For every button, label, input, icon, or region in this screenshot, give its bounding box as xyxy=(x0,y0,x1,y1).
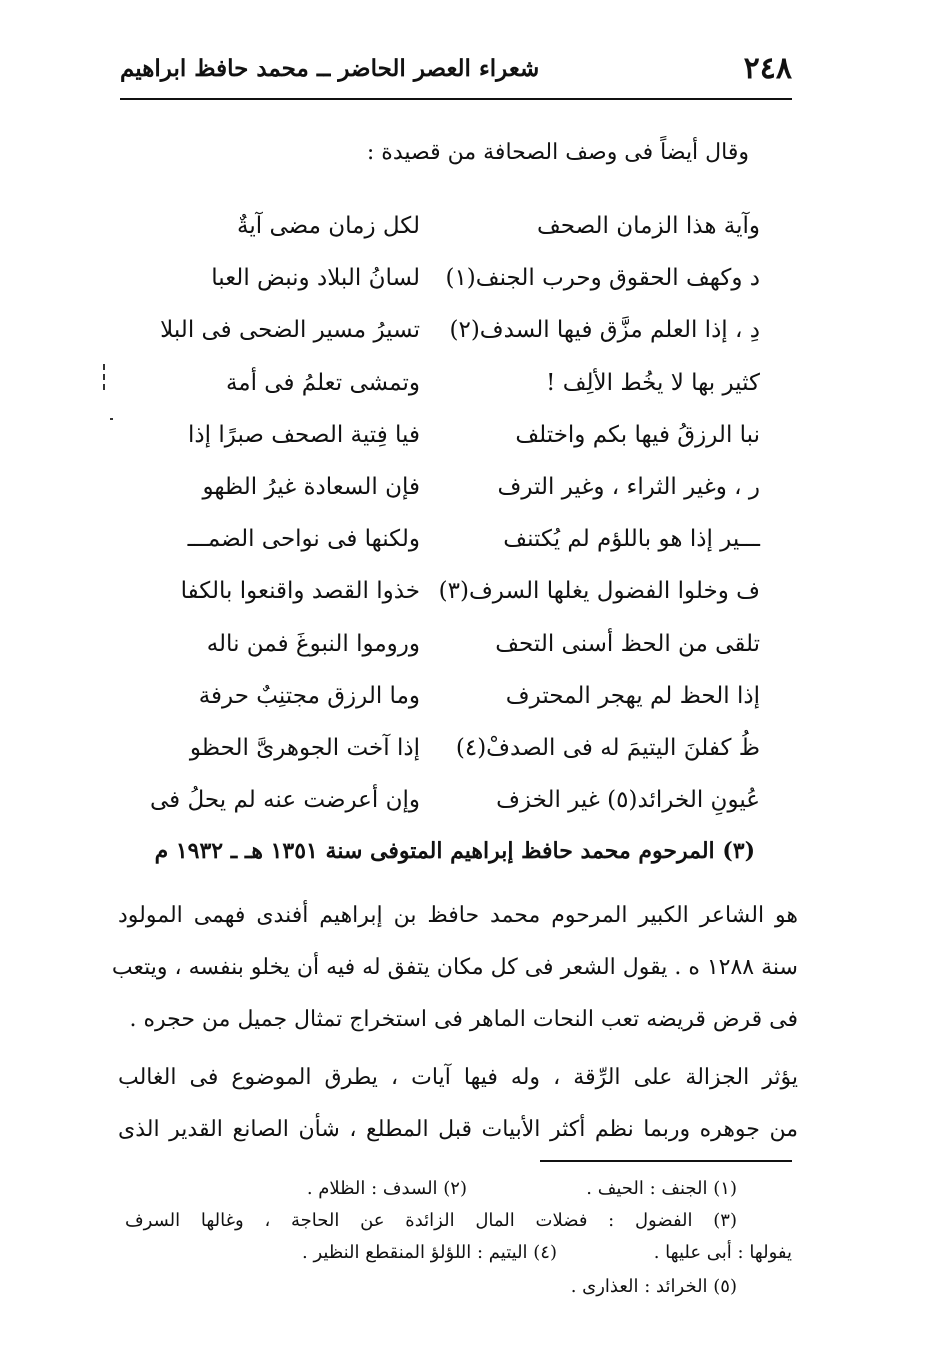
poem-verse xyxy=(150,357,760,409)
page-number: ٢٤٨ xyxy=(743,50,792,86)
verse-first-hemistich: وما الرزق مجتنِبٌ حرفة xyxy=(198,683,420,709)
bio-line: من جوهره وربما نظم أكثر الأبيات قبل المطلع ، شأن الصانع القدير الذى xyxy=(118,1117,798,1142)
verse-second-hemistich: وآية هذا الزمان الصحف xyxy=(536,213,760,239)
verse-first-hemistich: وروموا النبوغَ فمن ناله xyxy=(206,631,420,657)
bio-line: سنة ١٢٨٨ ه . يقول الشعر فى كل مكان يتفق له فيه أن يخلو بنفسه ، ويتعب xyxy=(111,955,798,980)
verse-first-hemistich: لسانُ البلاد ونبض العبا xyxy=(211,265,420,291)
verse-first-hemistich: ولكنها فى نواحى الضمـــ xyxy=(187,526,420,552)
verse-second-hemistich: نبا الرزقُ فيها بكم واختلف xyxy=(515,422,760,448)
verse-second-hemistich: كثير بها لا يخُط الألِف ! xyxy=(546,370,760,396)
footnote-3-continued: يفولها : أبى عليها . xyxy=(653,1242,792,1263)
poet-heading: (٣) المرحوم محمد حافظ إبراهيم المتوفى سنة ١٣٥١ هـ ـ ١٩٣٢ م xyxy=(154,838,755,864)
verse-first-hemistich: وتمشى تعلمُ فى أمة xyxy=(225,370,420,396)
verse-first-hemistich: إذا آخت الجوهرىَّ الحظو xyxy=(189,735,420,761)
poem-verse xyxy=(150,409,760,461)
poem-verse xyxy=(150,618,760,670)
bio-line: يؤثر الجزالة على الرِّقة ، وله فيها آيات ، يطرق الموضوع فى الغالب xyxy=(118,1065,798,1090)
verse-second-hemistich: ـــير إذا هو باللؤم لم يُكتنف xyxy=(503,526,760,552)
verse-first-hemistich: فإن السعادة غيرُ الظهو xyxy=(202,474,420,500)
poem-verse xyxy=(150,461,760,513)
footnote-divider xyxy=(540,1160,792,1162)
footnote-2: (٢) السدف : الظلام . xyxy=(306,1178,467,1199)
footnote-4: (٤) اليتيم : اللؤلؤ المنقطع النظير . xyxy=(302,1242,557,1263)
verse-first-hemistich: فيا فِتية الصحف صبرًا إذا xyxy=(188,422,420,448)
page-header xyxy=(120,46,792,90)
header-divider xyxy=(120,98,792,100)
verse-second-hemistich: د وكهف الحقوق وحرب الجنف(١) xyxy=(445,265,760,291)
verse-second-hemistich: إذا الحظ لم يهجر المحترف xyxy=(505,683,760,709)
bio-line: فى قرض قريضه تعب النحات الماهر فى استخراج تمثال جميل من حجره . xyxy=(129,1007,798,1032)
intro-line: وقال أيضاً فى وصف الصحافة من قصيدة : xyxy=(366,140,749,165)
poem-verse xyxy=(150,565,760,617)
verse-first-hemistich: لكل زمان مضى آيةٌ xyxy=(237,213,420,239)
verse-first-hemistich: تسيرُ مسير الضحى فى البلا xyxy=(160,317,420,343)
verse-second-hemistich: عُيونِ الخرائد(٥) غير الخزف xyxy=(496,787,760,813)
bio-line: هو الشاعر الكبير المرحوم محمد حافظ بن إبراهيم أفندى فهمى المولود xyxy=(118,903,798,928)
footnote-5: (٥) الخرائد : العذارى . xyxy=(570,1276,737,1297)
margin-mark xyxy=(96,360,112,398)
running-title: شعراء العصر الحاضر ــ محمد حافظ ابراهيم xyxy=(120,54,540,82)
verse-first-hemistich: وإن أعرضت عنه لم يحلُ فى xyxy=(149,787,420,813)
margin-mark xyxy=(100,414,122,452)
poem-verse xyxy=(150,774,760,826)
poem-verse xyxy=(150,670,760,722)
verse-first-hemistich: خذوا القصد واقنعوا بالكفا xyxy=(180,578,420,604)
footnote-3: (٣) الفضول : فضلات المال الزائدة عن الحاجة ، وغالها السرف xyxy=(125,1210,737,1231)
poem-verse xyxy=(150,200,760,252)
verse-second-hemistich: دِ ، إذا العلم مزَّق فيها السدف(٢) xyxy=(449,317,760,343)
poem-verse xyxy=(150,252,760,304)
verse-second-hemistich: تلقى من الحظ أسنى التحف xyxy=(495,631,760,657)
poem-verse xyxy=(150,513,760,565)
poem-verse xyxy=(150,304,760,356)
verse-second-hemistich: ف وخلوا الفضول يغلها السرف(٣) xyxy=(438,578,760,604)
footnote-1: (١) الجنف : الحيف . xyxy=(586,1178,737,1199)
poem-verse xyxy=(150,722,760,774)
verse-second-hemistich: ر ، وغير الثراء ، وغير الترف xyxy=(497,474,760,500)
verse-second-hemistich: ظُ كفلنَ اليتيمَ له فى الصدفْ(٤) xyxy=(455,735,760,761)
